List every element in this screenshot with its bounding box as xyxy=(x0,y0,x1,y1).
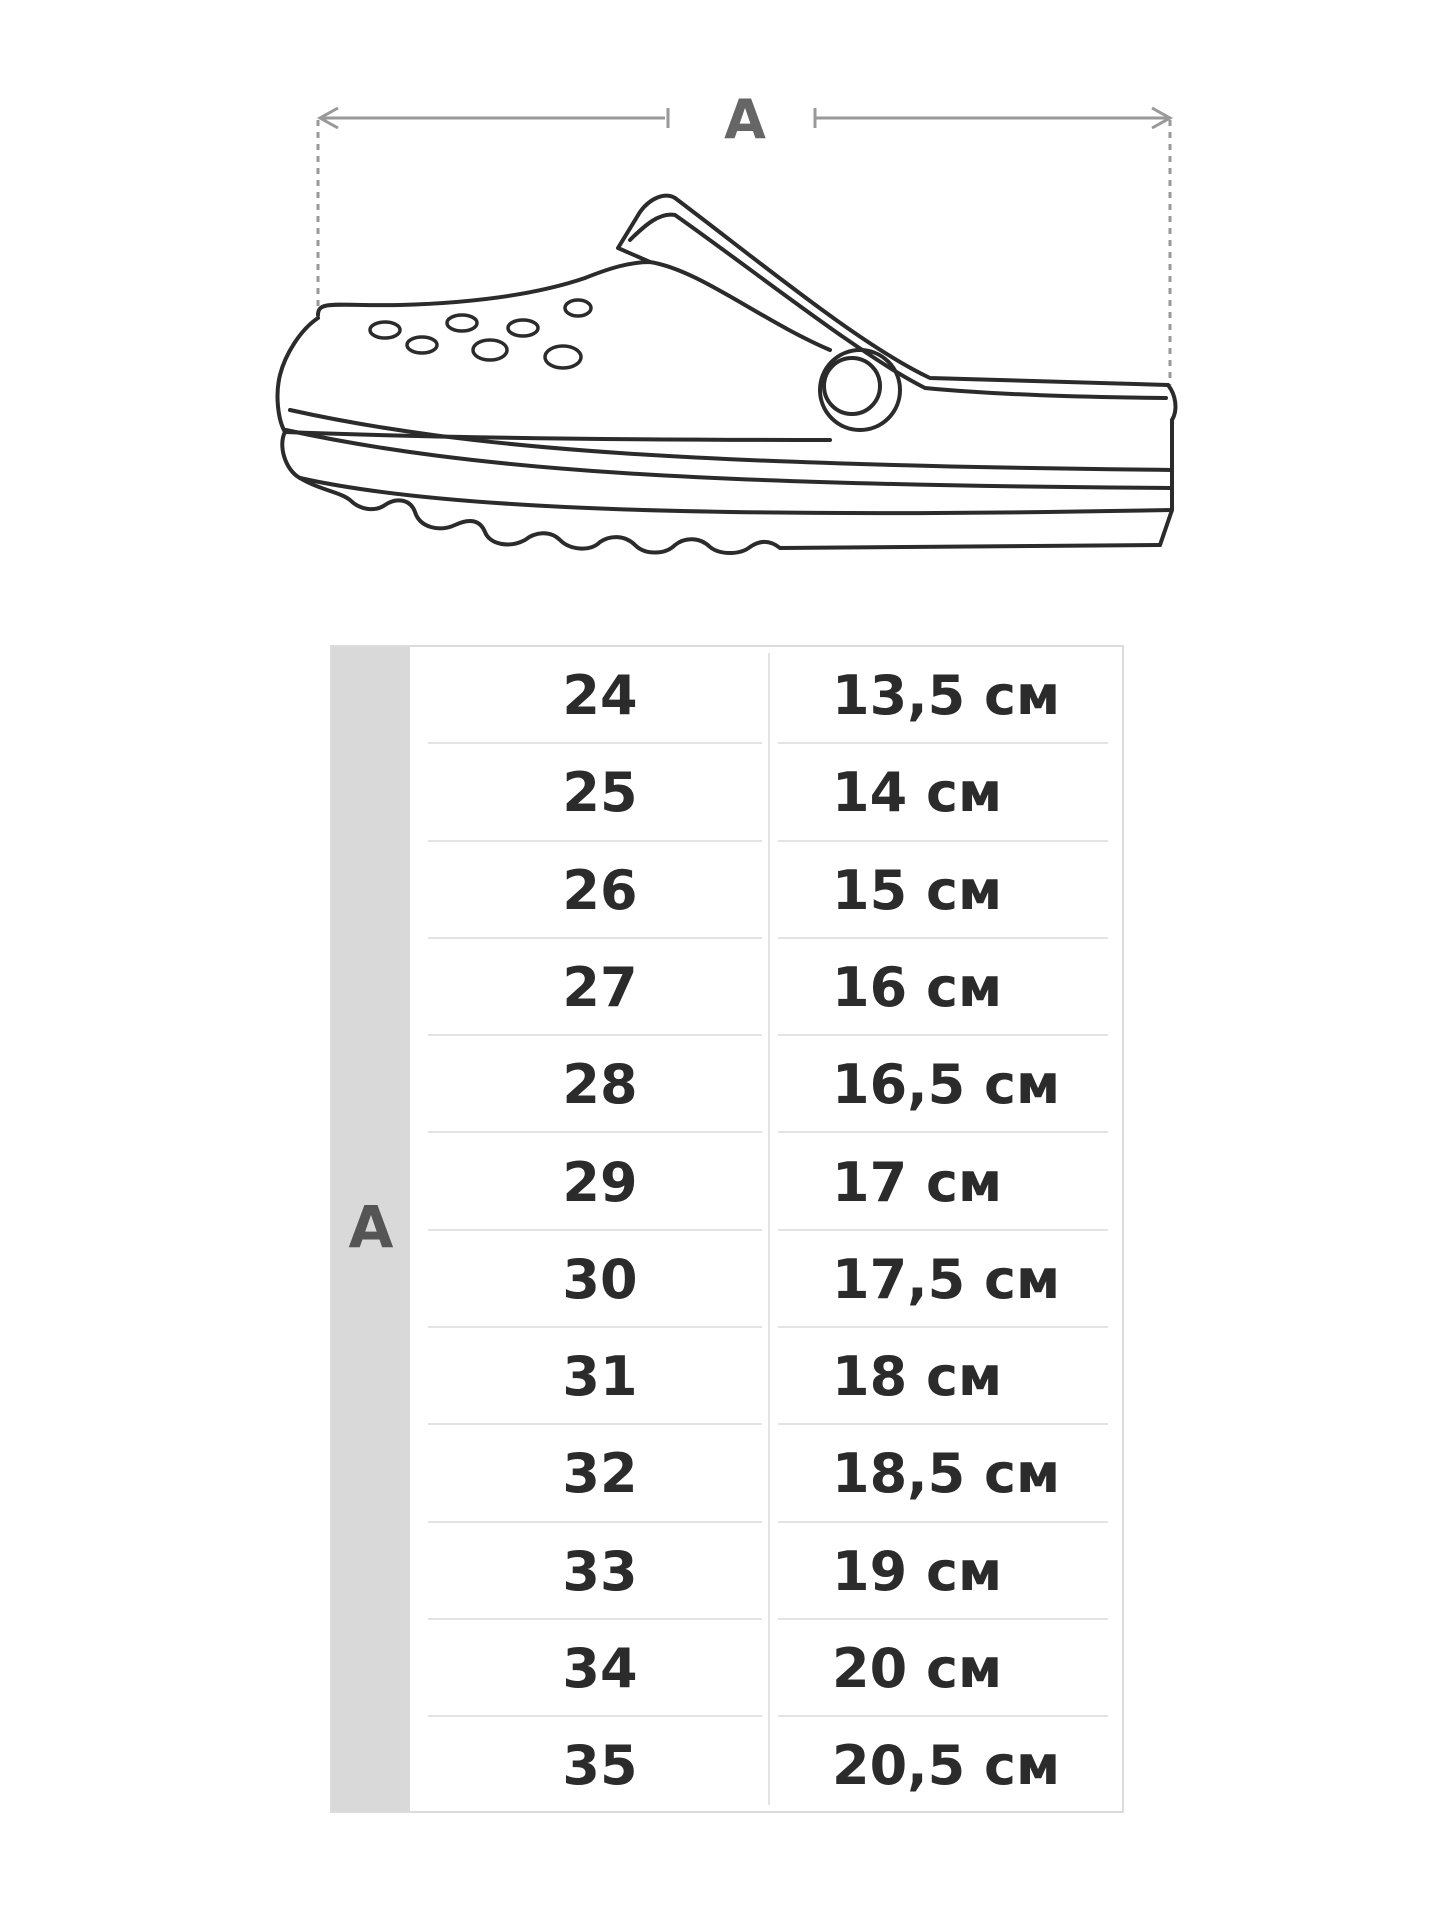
length-cell: 16 см xyxy=(832,955,1003,1019)
size-cell: 32 xyxy=(562,1442,638,1506)
length-cell: 20 см xyxy=(832,1637,1003,1700)
size-cell: 30 xyxy=(562,1247,638,1311)
vent-hole xyxy=(545,346,581,368)
length-cell: 15 см xyxy=(832,858,1003,922)
size-cell: 31 xyxy=(562,1345,638,1409)
length-cell: 17,5 см xyxy=(832,1247,1061,1311)
clog-vent-holes xyxy=(370,300,591,368)
size-cell: 34 xyxy=(562,1637,638,1700)
vent-hole xyxy=(565,300,591,316)
length-cell: 18,5 см xyxy=(832,1442,1061,1506)
length-cell: 13,5 см xyxy=(832,664,1061,727)
size-table-side-label: A xyxy=(348,1193,394,1261)
vent-hole xyxy=(370,322,400,338)
table-row xyxy=(410,1134,1122,1231)
length-cell: 20,5 см xyxy=(832,1734,1061,1798)
table-row xyxy=(410,1231,1122,1328)
table-row xyxy=(410,1036,1122,1133)
length-cell: 18 см xyxy=(832,1345,1003,1409)
clog-shoe-icon xyxy=(278,196,1176,553)
vent-hole xyxy=(407,337,437,353)
clog-heel-edge xyxy=(1168,385,1175,420)
clog-strap-rivet xyxy=(820,350,900,430)
table-row xyxy=(410,842,1122,939)
size-cell: 35 xyxy=(562,1734,638,1798)
clog-sole-tread xyxy=(300,478,1160,553)
size-table-rows xyxy=(410,647,1122,1811)
table-row xyxy=(410,1717,1122,1814)
length-cell: 17 см xyxy=(832,1150,1003,1214)
table-row xyxy=(410,744,1122,841)
clog-strap-rivet-inner xyxy=(824,358,880,414)
table-row xyxy=(410,647,1122,744)
size-cell: 27 xyxy=(562,955,638,1019)
table-row xyxy=(410,1425,1122,1522)
vent-hole xyxy=(447,315,477,331)
size-table xyxy=(330,645,1124,1813)
size-cell: 29 xyxy=(562,1150,638,1214)
table-row xyxy=(410,1523,1122,1620)
length-cell: 19 см xyxy=(832,1539,1003,1603)
size-cell: 25 xyxy=(562,761,638,825)
table-row xyxy=(410,1620,1122,1717)
dimension-label: A xyxy=(724,88,766,151)
clog-sole-heel xyxy=(1160,420,1172,545)
clog-sole-front xyxy=(282,432,300,478)
size-cell: 26 xyxy=(562,858,638,922)
vent-hole xyxy=(508,320,538,336)
size-cell: 28 xyxy=(562,1053,638,1117)
clog-strap-inner xyxy=(630,215,1166,398)
length-cell: 14 см xyxy=(832,761,1003,825)
table-row xyxy=(410,939,1122,1036)
clog-strap-outer xyxy=(618,196,1168,385)
table-row xyxy=(410,1328,1122,1425)
size-cell: 33 xyxy=(562,1539,638,1603)
size-cell: 24 xyxy=(562,664,638,727)
length-cell: 16,5 см xyxy=(832,1053,1061,1117)
clog-sole-bottom xyxy=(300,478,1172,513)
vent-hole xyxy=(473,340,507,360)
clog-sole-top xyxy=(278,318,830,440)
